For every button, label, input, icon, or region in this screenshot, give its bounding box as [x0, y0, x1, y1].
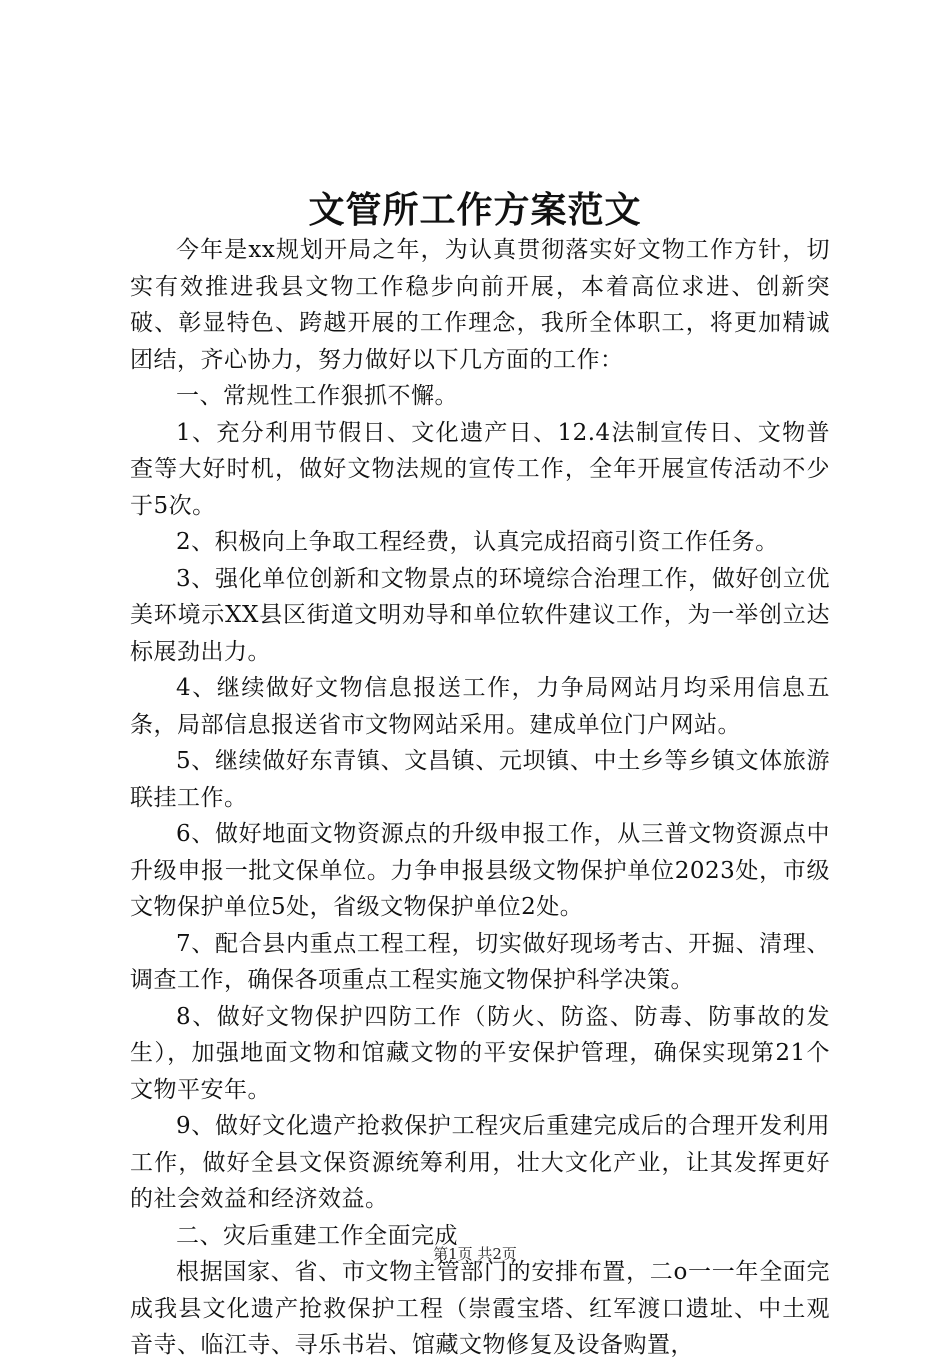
list-item-2: 2、积极向上争取工程经费，认真完成招商引资工作任务。 [176, 529, 779, 555]
list-item-1: 1、充分利用节假日、文化遗产日、12.4法制宣传日、文物普查等大好时机，做好文物法规的宣传工作，全年开展宣传活动不少于5次。 [130, 419, 830, 519]
list-item-9: 9、做好文化遗产抢救保护工程灾后重建完成后的合理开发利用工作，做好全县文保资源统筹利用，壮大文化产业，让其发挥更好的社会效益和经济效益。 [130, 1113, 830, 1212]
list-item-4: 4、继续做好文物信息报送工作，力争局网站月均采用信息五条，局部信息报送省市文物网站采用。建成单位门户网站。 [130, 675, 830, 738]
document-body [130, 232, 830, 1364]
list-item-3: 3、强化单位创新和文物景点的环境综合治理工作，做好创立优美环境示XX县区街道文明劝导和单位软件建议工作，为一举创立达标展劲出力。 [130, 565, 830, 665]
section-heading-2: 二、灾后重建工作全面完成 [176, 1222, 458, 1249]
page-footer: 第1页 共2页 [433, 1245, 517, 1263]
paragraph-reconstruction: 根据国家、省、市文物主管部门的安排布置，二o一一年全面完成我县文化遗产抢救保护工程（崇霞宝塔、红军渡口遗址、中土观音寺、临江寺、寻乐书岩、馆藏文物修复及设备购置， [130, 1259, 830, 1358]
section-heading-1: 一、常规性工作狠抓不懈。 [176, 383, 458, 409]
paragraph-intro: 今年是xx规划开局之年，为认真贯彻落实好文物工作方针，切实有效推进我县文物工作稳步向前开展，本着高位求进、创新突破、彰显特色、跨越开展的工作理念，我所全体职工，将更加精诚团结，齐心协力，努力做好以下几方面的工作： [130, 237, 830, 373]
list-item-5: 5、继续做好东青镇、文昌镇、元坝镇、中土乡等乡镇文体旅游联挂工作。 [130, 748, 830, 811]
list-item-6: 6、做好地面文物资源点的升级申报工作，从三普文物资源点中升级申报一批文保单位。力争申报县级文物保护单位2023处，市级文物保护单位5处，省级文物保护单位2处。 [130, 821, 830, 920]
list-item-7: 7、配合县内重点工程工程，切实做好现场考古、开掘、清理、调查工作，确保各项重点工程实施文物保护科学决策。 [130, 930, 830, 993]
list-item-8: 8、做好文物保护四防工作（防火、防盗、防毒、防事故的发生），加强地面文物和馆藏文物的平安保护管理，确保实现第21个文物平安年。 [130, 1003, 830, 1103]
document-title: 文管所工作方案范文 [308, 189, 642, 231]
